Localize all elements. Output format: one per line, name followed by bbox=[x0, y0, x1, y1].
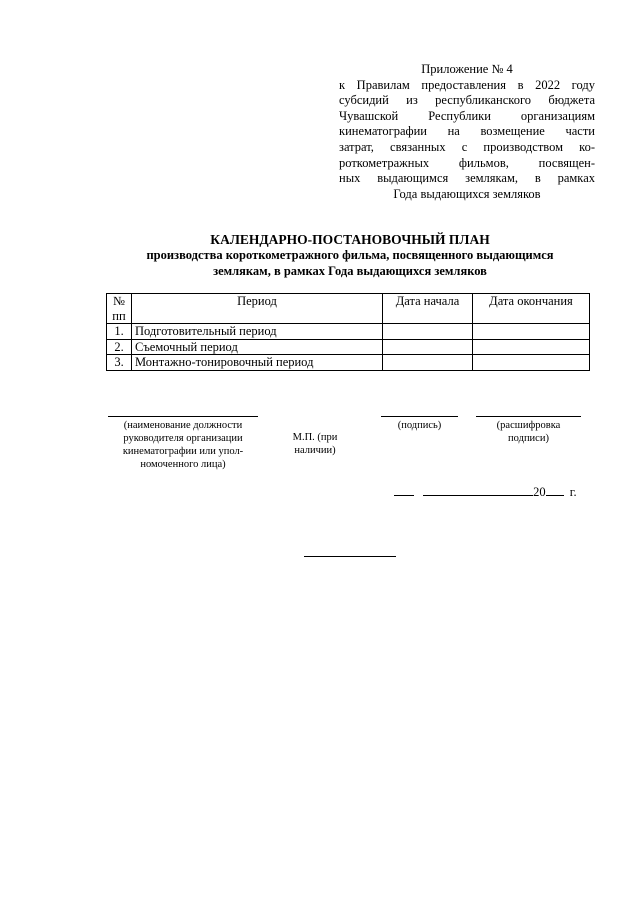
row-end-date bbox=[473, 355, 590, 371]
row-start-date bbox=[383, 355, 473, 371]
appendix-block bbox=[339, 62, 595, 202]
decode-line bbox=[476, 416, 581, 417]
signature-line bbox=[381, 416, 458, 417]
date-line bbox=[394, 484, 577, 500]
row-end-date bbox=[473, 339, 590, 355]
appendix-line: Чувашской Республики организациям bbox=[339, 108, 595, 123]
row-number: 1. bbox=[107, 324, 132, 340]
table-header-row bbox=[107, 294, 590, 324]
row-number: 2. bbox=[107, 339, 132, 355]
header-number-abbr: пп bbox=[112, 308, 126, 323]
row-period: Съемочный период bbox=[132, 339, 383, 355]
signature-label: (подпись) bbox=[397, 420, 442, 431]
year-blank bbox=[546, 484, 564, 496]
plan-subtitle-line: производства короткометражного фильма, посвященного выдающимся bbox=[146, 248, 554, 262]
table-row bbox=[107, 355, 590, 371]
document-title bbox=[100, 232, 600, 279]
stamp-label: М.П. (при наличии) bbox=[292, 432, 338, 456]
header-end-date: Дата окончания bbox=[473, 294, 590, 324]
day-blank bbox=[394, 484, 414, 496]
separator-line bbox=[304, 556, 396, 557]
appendix-line: субсидий из республиканского бюджета bbox=[339, 93, 595, 108]
plan-subtitle-line: землякам, в рамках Года выдающихся земляков bbox=[213, 263, 487, 278]
year-suffix: г. bbox=[569, 485, 577, 499]
appendix-line: ных выдающимся землякам, в рамках bbox=[339, 171, 595, 186]
row-number: 3. bbox=[107, 355, 132, 371]
appendix-line: затрат, связанных с производством ко- bbox=[339, 139, 595, 154]
appendix-title: Приложение № 4 bbox=[421, 62, 513, 76]
header-number-symbol: № bbox=[113, 294, 125, 308]
header-period: Период bbox=[132, 294, 383, 324]
table-row bbox=[107, 324, 590, 340]
decode-label: (расшифровка подписи) bbox=[496, 420, 561, 444]
year-prefix: 20 bbox=[533, 485, 546, 499]
appendix-line: к Правилам предоставления в 2022 году bbox=[339, 77, 595, 92]
appendix-line: Года выдающихся земляков bbox=[393, 186, 541, 201]
position-line bbox=[108, 416, 258, 417]
row-start-date bbox=[383, 324, 473, 340]
position-label: (наименование должности руководителя организации кинематографии или упол-номоченного лица) bbox=[122, 420, 244, 470]
schedule-table bbox=[106, 293, 590, 371]
appendix-line: кинематографии на возмещение части bbox=[339, 124, 595, 139]
header-number bbox=[107, 294, 132, 324]
table-row bbox=[107, 339, 590, 355]
row-end-date bbox=[473, 324, 590, 340]
row-period: Подготовительный период bbox=[132, 324, 383, 340]
plan-title: КАЛЕНДАРНО-ПОСТАНОВОЧНЫЙ ПЛАН bbox=[210, 232, 490, 247]
appendix-line: роткометражных фильмов, посвящен- bbox=[339, 155, 595, 170]
row-start-date bbox=[383, 339, 473, 355]
header-start-date: Дата начала bbox=[383, 294, 473, 324]
row-period: Монтажно-тонировочный период bbox=[132, 355, 383, 371]
month-blank bbox=[423, 484, 533, 496]
